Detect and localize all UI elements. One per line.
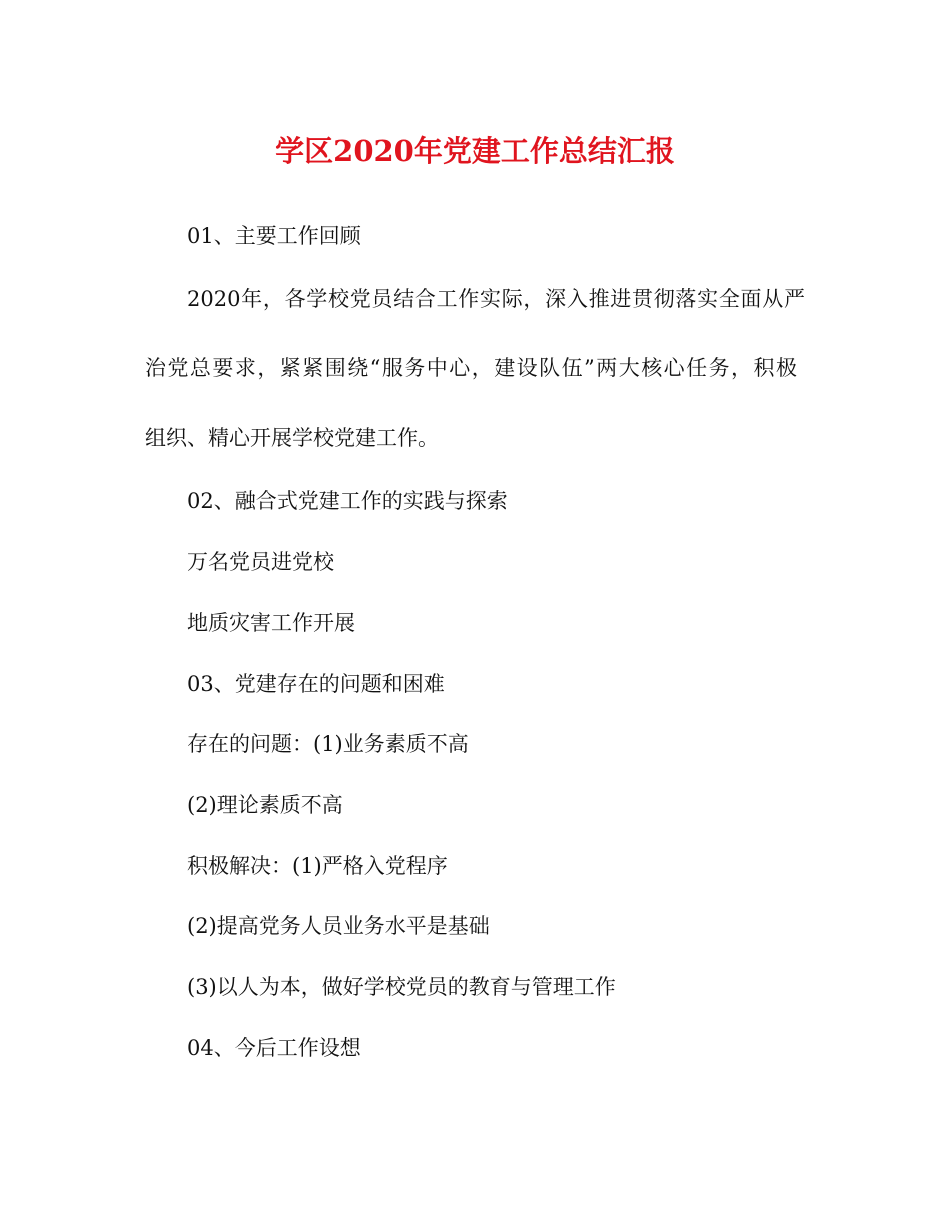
list-item: (2)提高党务人员业务水平是基础 [187,914,490,938]
section-heading-03: 03、党建存在的问题和困难 [187,672,445,696]
list-item: 积极解决：(1)严格入党程序 [187,854,448,878]
section-heading-02: 02、融合式党建工作的实践与探索 [187,489,508,513]
document-title: 学区2020年党建工作总结汇报 [275,134,675,168]
list-item: 地质灾害工作开展 [187,611,355,635]
list-item: 存在的问题：(1)业务素质不高 [187,732,469,756]
list-item: (2)理论素质不高 [187,793,343,817]
list-item: (3)以人为本，做好学校党员的教育与管理工作 [187,975,616,999]
paragraph-line-1: 2020年，各学校党员结合工作实际，深入推进贯彻落实全面从严 [187,287,805,311]
section-heading-01: 01、主要工作回顾 [187,224,361,248]
list-item: 万名党员进党校 [187,550,334,574]
paragraph-line-3: 组织、精心开展学校党建工作。 [145,426,439,450]
section-heading-04: 04、今后工作设想 [187,1036,361,1060]
paragraph-line-2: 治党总要求，紧紧围绕“服务中心，建设队伍”两大核心任务，积极 [145,356,797,380]
